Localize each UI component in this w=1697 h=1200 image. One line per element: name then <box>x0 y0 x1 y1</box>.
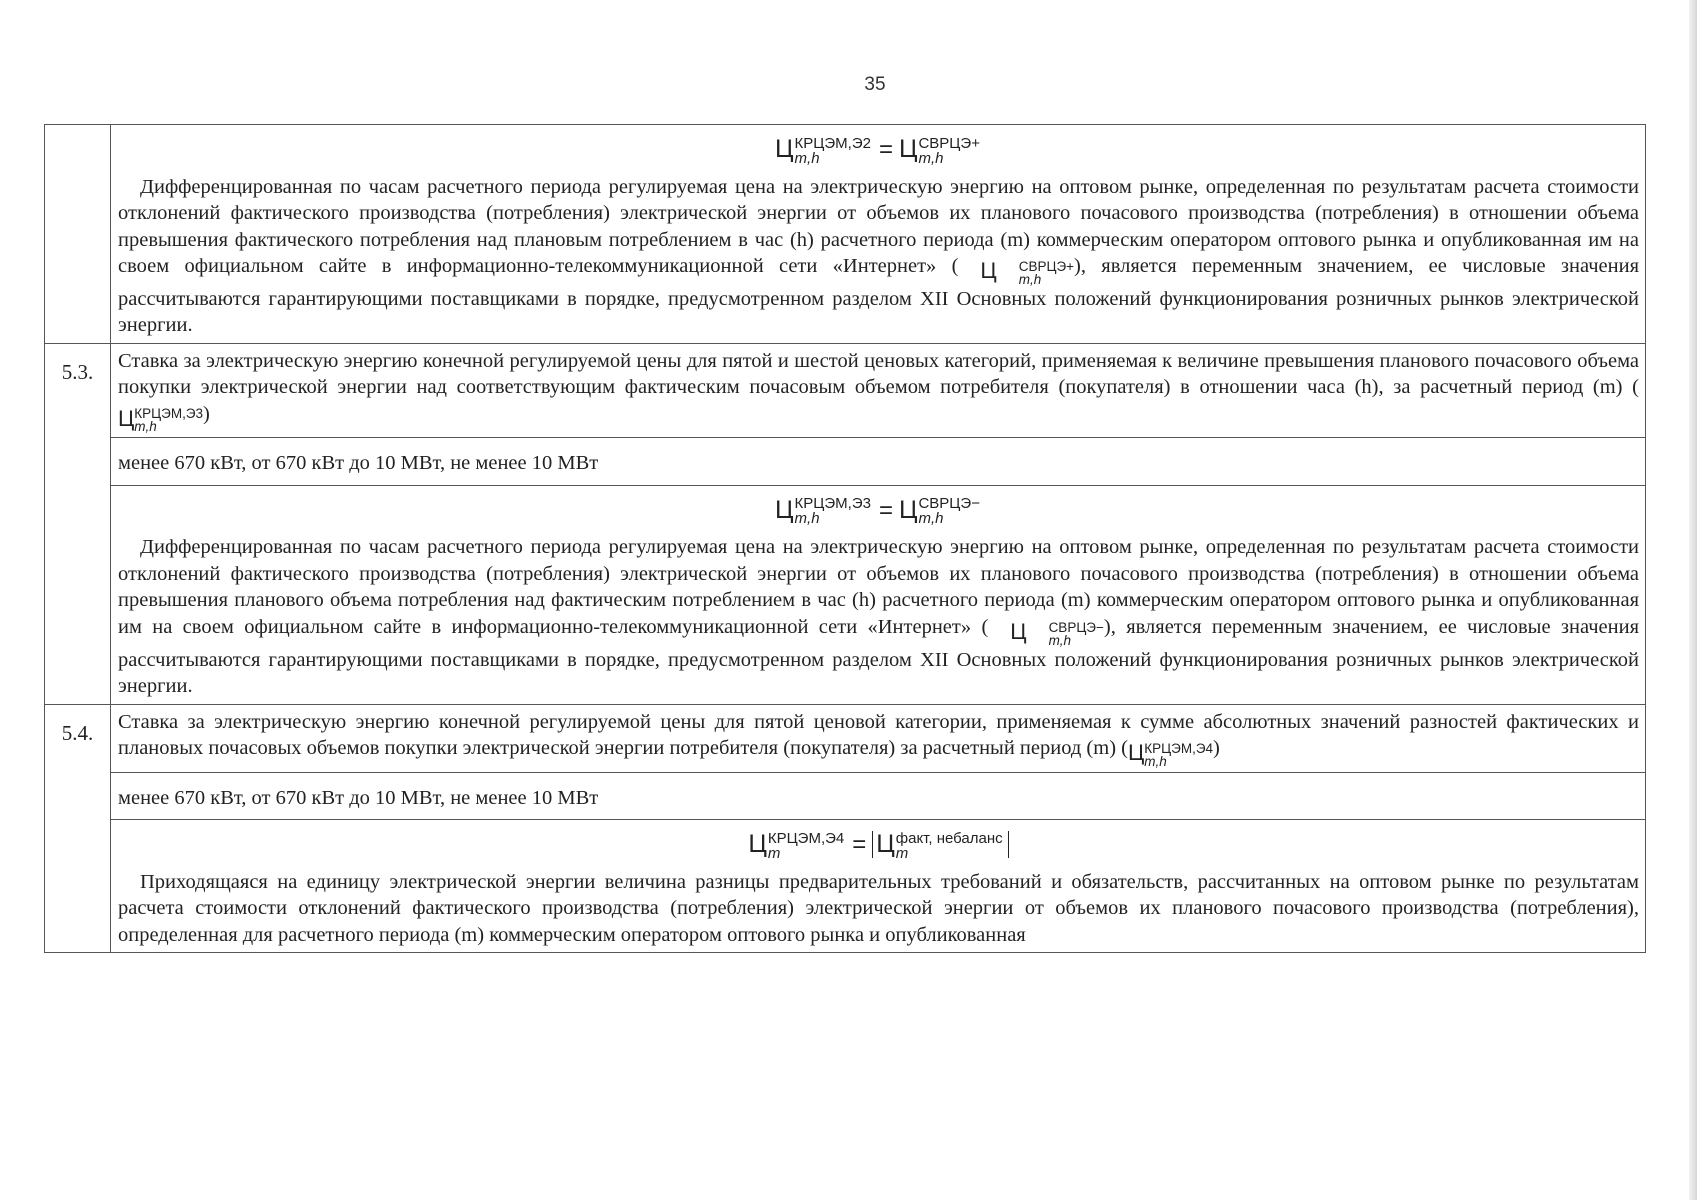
inline-symbol: Ц СВРЦЭ− m,h <box>1010 618 1104 648</box>
table-row <box>45 820 1646 953</box>
formula-rhs: Ц факт, небаланс m <box>876 829 1003 862</box>
table-row <box>45 438 1646 486</box>
content-cell <box>111 343 1646 438</box>
content-cell <box>111 704 1646 772</box>
inline-symbol: Ц СВРЦЭ+ m,h <box>980 258 1075 287</box>
row-number: 5.3. <box>61 359 94 384</box>
content-cell <box>111 125 1646 344</box>
tariff-table <box>44 124 1646 953</box>
rate-heading: Ставка за электрическую энергию конечной регулируемой цены для пятой ценовой категории, применяемая к сумме абсолютных значений разностей фактических и плановых почасовых объемов покупки электрической энергии потребителя (покупателя) за расчетный период (m) (Ц КРЦЭМ,Э4 m,h ) <box>118 710 1639 769</box>
inline-symbol: Ц КРЦЭМ,Э4 m,h <box>1128 740 1214 769</box>
content-cell <box>111 820 1646 953</box>
formula-rhs: Ц СВРЦЭ− m,h <box>898 495 980 528</box>
table-row <box>45 125 1646 344</box>
table-row <box>45 704 1646 772</box>
page-number: 35 <box>864 74 886 95</box>
formula <box>118 496 1639 527</box>
table-row <box>45 343 1646 438</box>
formula-lhs: Ц КРЦЭМ,Э2 m,h <box>775 134 871 167</box>
table-row <box>45 772 1646 820</box>
row-number: 5.4. <box>61 720 94 745</box>
table-row <box>45 485 1646 704</box>
formula <box>118 135 1639 166</box>
formula-lhs: Ц КРЦЭМ,Э4 m <box>748 829 845 862</box>
formula-lhs: Ц КРЦЭМ,Э3 m,h <box>775 495 871 528</box>
description-paragraph: Приходящаяся на единицу электрической энергии величина разницы предварительных требований и обязательств, рассчитанных на оптовом рынке по результатам расчета стоимости отклонений фактического производства (потребления) электрической энергии от объемов их планового почасового производства (потребления), определенная для расчетного периода (m) коммерческим оператором оптового рынка и опубликованная <box>118 870 1639 946</box>
rate-heading: Ставка за электрическую энергию конечной регулируемой цены для пятой и шестой ценовых категорий, применяемая к величине превышения планового почасового объема покупки электрической энергии над соответствующим фактическим почасовым объемом потребителя (покупателя) в отношении часа (h), за расчетный период (m) (Ц КРЦЭМ,Э3 m,h ) <box>118 349 1639 435</box>
formula-rhs: Ц СВРЦЭ+ m,h <box>898 134 980 167</box>
row-number-cell <box>45 343 111 704</box>
description-paragraph: Дифференцированная по часам расчетного периода регулируемая цена на электрическую энергию на оптовом рынке, определенная по результатам расчета стоимости отклонений фактического производства (потребления) электрической энергии от объемов их планового почасового производства (потребления) в отношении объема превышения фактического потребления над плановым потреблением в час (h) расчетного периода (m) коммерческим оператором оптового рынка и опубликованная им на своем официальном сайте в информационно-телекоммуникационной сети «Интернет» ( Ц СВРЦЭ+ m,h ), является переменным значением, ее числовые значения рассчитываются гарантирующими поставщиками в порядке, предусмотренном разделом XII Основных положений функционирования розничных рынков электрической энергии. <box>118 175 1639 337</box>
row-number-cell <box>45 704 111 953</box>
description-paragraph: Дифференцированная по часам расчетного периода регулируемая цена на электрическую энергию на оптовом рынке, определенная по результатам расчета стоимости отклонений фактического производства (потребления) электрической энергии от объемов их планового почасового производства (потребления) в отношении объема превышения планового объема потребления над фактическим потреблением в час (h) расчетного периода (m) коммерческим оператором оптового рынка и опубликованная им на своем официальном сайте в информационно-телекоммуникационной сети «Интернет» ( Ц СВРЦЭ− m,h ), является переменным значением, ее числовые значения рассчитываются гарантирующими поставщиками в порядке, предусмотренном разделом XII Основных положений функционирования розничных рынков электрической энергии. <box>118 536 1640 698</box>
formula-equals: = <box>852 831 867 859</box>
power-range-text: менее 670 кВт, от 670 кВт до 10 МВт, не менее 10 МВт <box>118 786 599 809</box>
content-cell <box>111 485 1646 704</box>
formula-equals: = <box>878 136 893 163</box>
power-range-cell <box>111 438 1646 486</box>
power-range-cell <box>111 772 1646 820</box>
formula <box>118 830 1639 861</box>
absolute-value-bars <box>872 829 1008 862</box>
formula-equals: = <box>878 496 893 524</box>
power-range-text: менее 670 кВт, от 670 кВт до 10 МВт, не менее 10 МВт <box>118 452 599 475</box>
inline-symbol: Ц КРЦЭМ,Э3 m,h <box>118 405 204 435</box>
scan-edge-shadow <box>1689 0 1697 1200</box>
row-number-cell <box>45 125 111 344</box>
